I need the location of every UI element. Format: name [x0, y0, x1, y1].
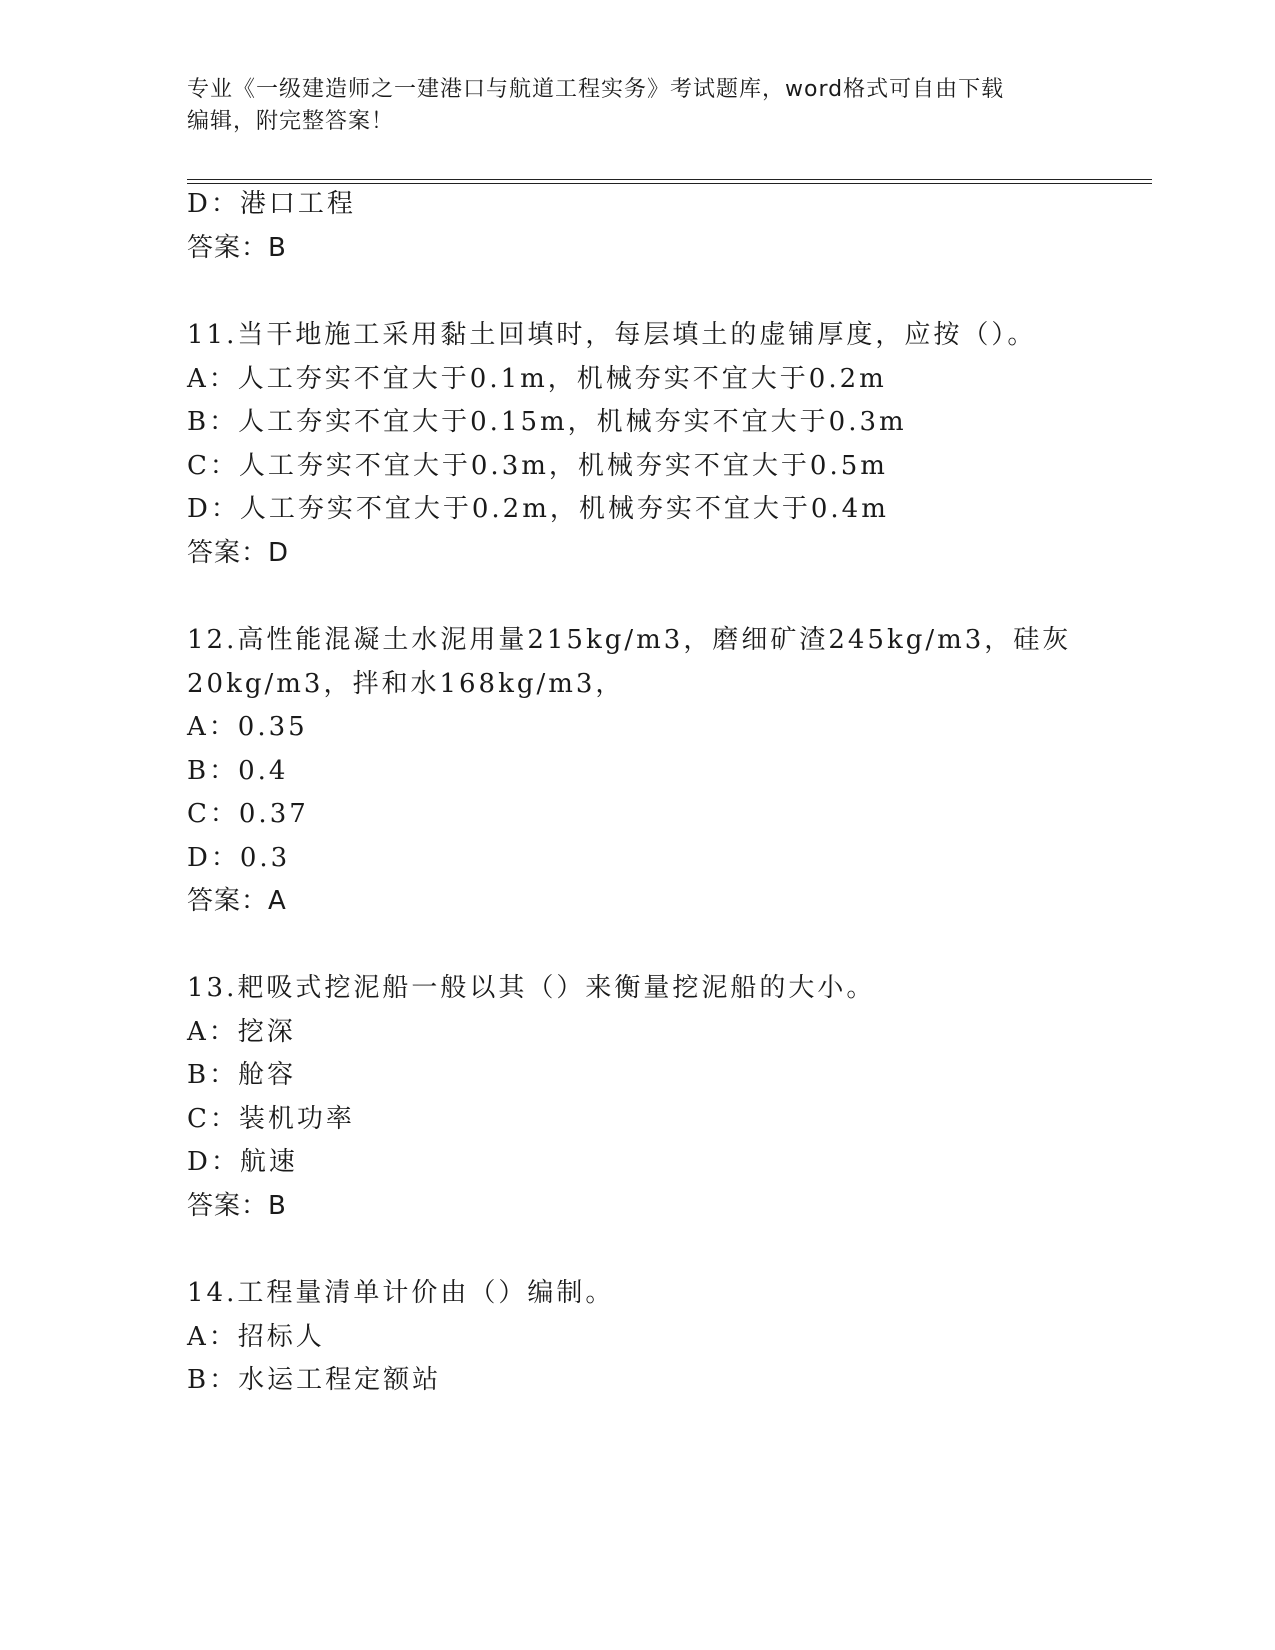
question-12-option-b: B：0.4: [187, 756, 289, 786]
question-11-option-b: B：人工夯实不宜大于0.15m，机械夯实不宜大于0.3m: [187, 407, 907, 437]
question-11-option-c: C：人工夯实不宜大于0.3m，机械夯实不宜大于0.5m: [187, 451, 888, 481]
header-line-1: 专业《一级建造师之一建港口与航道工程实务》考试题库，word格式可自由下载: [187, 77, 1005, 102]
question-11-stem: 11.当干地施工采用黏土回填时，每层填土的虚铺厚度，应按（）。: [187, 320, 1037, 350]
question-12-stem-line-1: 12.高性能混凝土水泥用量215kg/m3，磨细矿渣245kg/m3，硅灰: [187, 625, 1072, 655]
question-12-stem-line-2: 20kg/m3，拌和水168kg/m3，: [187, 669, 625, 699]
question-12-option-c: C：0.37: [187, 799, 309, 829]
question-12-option-d: D：0.3: [187, 843, 291, 873]
question-14-stem: 14.工程量清单计价由（）编制。: [187, 1278, 615, 1308]
question-11-option-a: A：人工夯实不宜大于0.1m，机械夯实不宜大于0.2m: [187, 364, 887, 394]
question-11-answer: 答案：D: [187, 538, 290, 568]
prev-option-d: D：港口工程: [187, 189, 356, 219]
question-13-option-b: B：舱容: [187, 1060, 297, 1090]
question-11-option-d: D：人工夯实不宜大于0.2m，机械夯实不宜大于0.4m: [187, 494, 889, 524]
question-13-option-d: D：航速: [187, 1147, 298, 1177]
prev-answer: 答案：B: [187, 233, 287, 263]
document-header: [187, 74, 1087, 138]
question-13-option-a: A：挖深: [187, 1017, 296, 1047]
question-14-option-a: A：招标人: [187, 1322, 325, 1352]
header-divider-bottom: [187, 183, 1152, 184]
question-12-answer: 答案：A: [187, 886, 287, 916]
question-13-answer: 答案：B: [187, 1191, 287, 1221]
header-line-2: 编辑，附完整答案！: [187, 109, 395, 134]
question-14-option-b: B：水运工程定额站: [187, 1365, 442, 1395]
question-13-option-c: C：装机功率: [187, 1104, 355, 1134]
question-13-stem: 13.耙吸式挖泥船一般以其（）来衡量挖泥船的大小。: [187, 973, 876, 1003]
header-divider-top: [187, 179, 1152, 180]
question-12-option-a: A：0.35: [187, 712, 308, 742]
